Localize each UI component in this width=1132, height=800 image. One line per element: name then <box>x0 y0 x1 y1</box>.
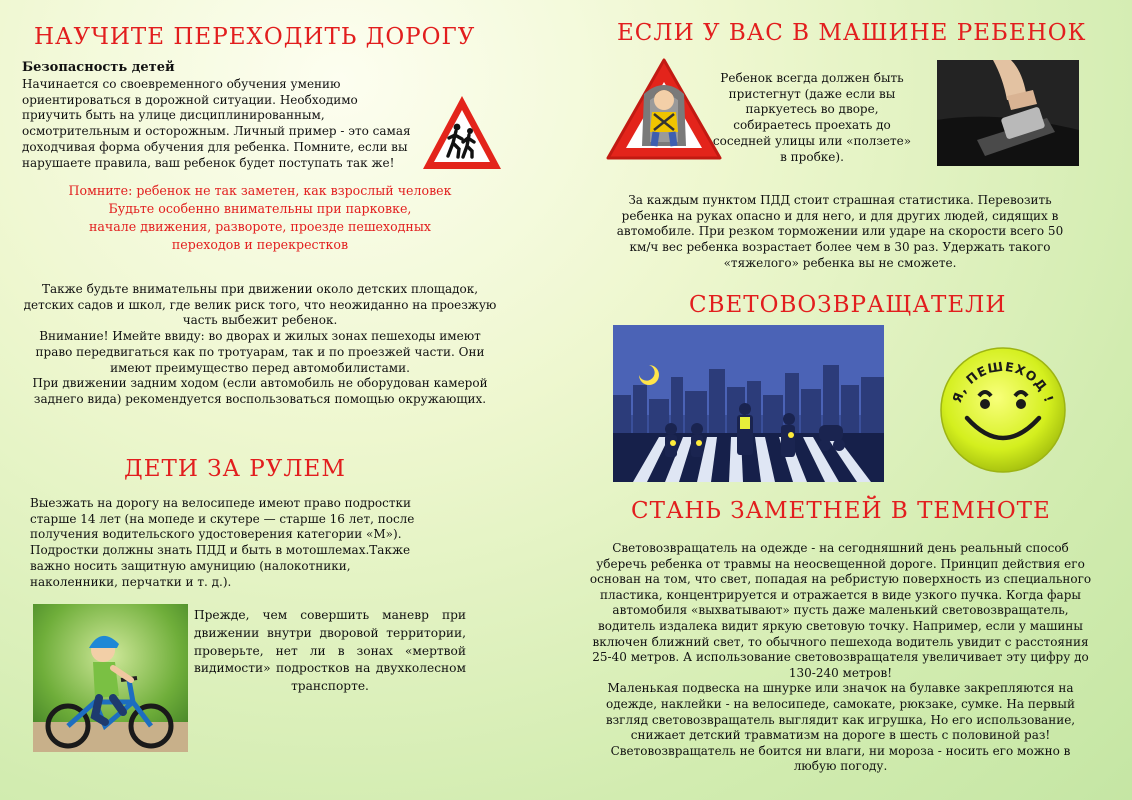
paragraph-buckle-up: Ребенок всегда должен быть пристегнут (даже если вы паркуетесь во дворе, собираетесь проехать до соседней улицы или «ползете» в пробке). <box>712 71 912 164</box>
paragraph-reflector-info: Световозвращатель на одежде - на сегодняшний день реальный способ уберечь ребенка от травмы на неосвещенной дороге. Принцип действия его основан на том, что свет, попадая на ребристую поверхность из специального пластика, концентрируется и отражается в виде узкого пучка. Когда фары автомобиля «выхватывают» пусть даже маленький световозвращатель, водитель издалека видит яркую световую точку. Например, если у машины включен ближний свет, то обычного пешехода водитель увидит с расстояния 25-40 метров. А использование световозвращателя увеличивает эту цифру до 130-240 метров! Маленькая подвеска на шнурке или значок на булавке закрепляются на одежде, наклейки - на велосипеде, самокате, рюкзаке, сумке. На первый взгляд световозвращатель выглядит как игрушка, Но его использование, снижает детский травматизм на дороге в шесть с половиной раз! Световозвращатель не боится ни влаги, ни мороза - носить его можно в любую погоду. <box>589 541 1092 774</box>
smiley-reflector-badge-icon <box>939 346 1067 474</box>
subtitle-child-safety: Безопасность детей <box>22 60 175 75</box>
paragraph-bicycle-age: Выезжать на дорогу на велосипеде имеют право подростки старше 14 лет (на мопеде и скутере — старше 16 лет, после получения водительского удостоверения категории «М»). Подростки должны знать ПДД и быть в мотошлемах.Также важно носить защитную амуницию (налокотники, наколенники, перчатки и т. д.). <box>30 496 415 589</box>
child-car-seat-sign-icon <box>604 54 724 164</box>
title-child-in-car: ЕСЛИ У ВАС В МАШИНЕ РЕБЕНОК <box>617 20 1087 46</box>
title-teach-crossing: НАУЧИТЕ ПЕРЕХОДИТЬ ДОРОГУ <box>34 24 476 50</box>
warning-text: Помните: ребенок не так заметен, как взрослый человек Будьте особенно внимательны при парковке, начале движения, развороте, проезде пешеходных переходов и перекрестков <box>68 183 452 252</box>
title-kids-driving: ДЕТИ ЗА РУЛЕМ <box>124 456 346 482</box>
night-crosswalk-illustration <box>613 325 884 482</box>
child-bicycle-photo <box>33 604 188 752</box>
paragraph-dead-zone: Прежде, чем совершить маневр при движении внутри дворовой территории, проверьте, нет ли в зонах «мертвой видимости» подростков на двухколесном транспорте. <box>194 608 466 694</box>
badge-label: Я, ПЕШЕХОД ! <box>949 358 1057 405</box>
paragraph-statistics: За каждым пунктом ПДД стоит страшная статистика. Перевозить ребенка на руках опасно и для него, и для других людей, сидящих в автомобиле. При резком торможении или ударе на скорости всего 50 км/ч вес ребенка возрастает более чем в 30 раз. Удержать такого «тяжелого» ребенка вы не сможете. <box>616 193 1064 270</box>
paragraph-attention: Также будьте внимательны при движении около детских площадок, детских садов и школ, где велик риск того, что неожиданно на проезжую часть выбежит ребенок. Внимание! Имейте ввиду: во дворах и жилых зонах пешеходы имеют право передвигаться как по тротуарам, так и по проезжей части. Они имеют преимущество перед автомобилистами. При движении задним ходом (если автомобиль не оборудован камерой заднего вида) рекомендуется воспользоваться помощью окружающих. <box>23 282 497 406</box>
paragraph-learning: Начинается со своевременного обучения умению ориентироваться в дорожной ситуации. Необходимо приучить быть на улице дисциплинированным, осмотрительным и осторожным. Личный пример - это самая доходчивая форма обучения для ребенка. Помните, если вы нарушаете правила, ваш ребенок будет поступать так же! <box>22 77 411 170</box>
seatbelt-photo <box>937 60 1079 166</box>
title-reflectors: СВЕТОВОЗВРАЩАТЕЛИ <box>689 292 1007 318</box>
children-crossing-sign-icon <box>420 93 504 173</box>
title-be-visible: СТАНЬ ЗАМЕТНЕЙ В ТЕМНОТЕ <box>631 498 1051 524</box>
